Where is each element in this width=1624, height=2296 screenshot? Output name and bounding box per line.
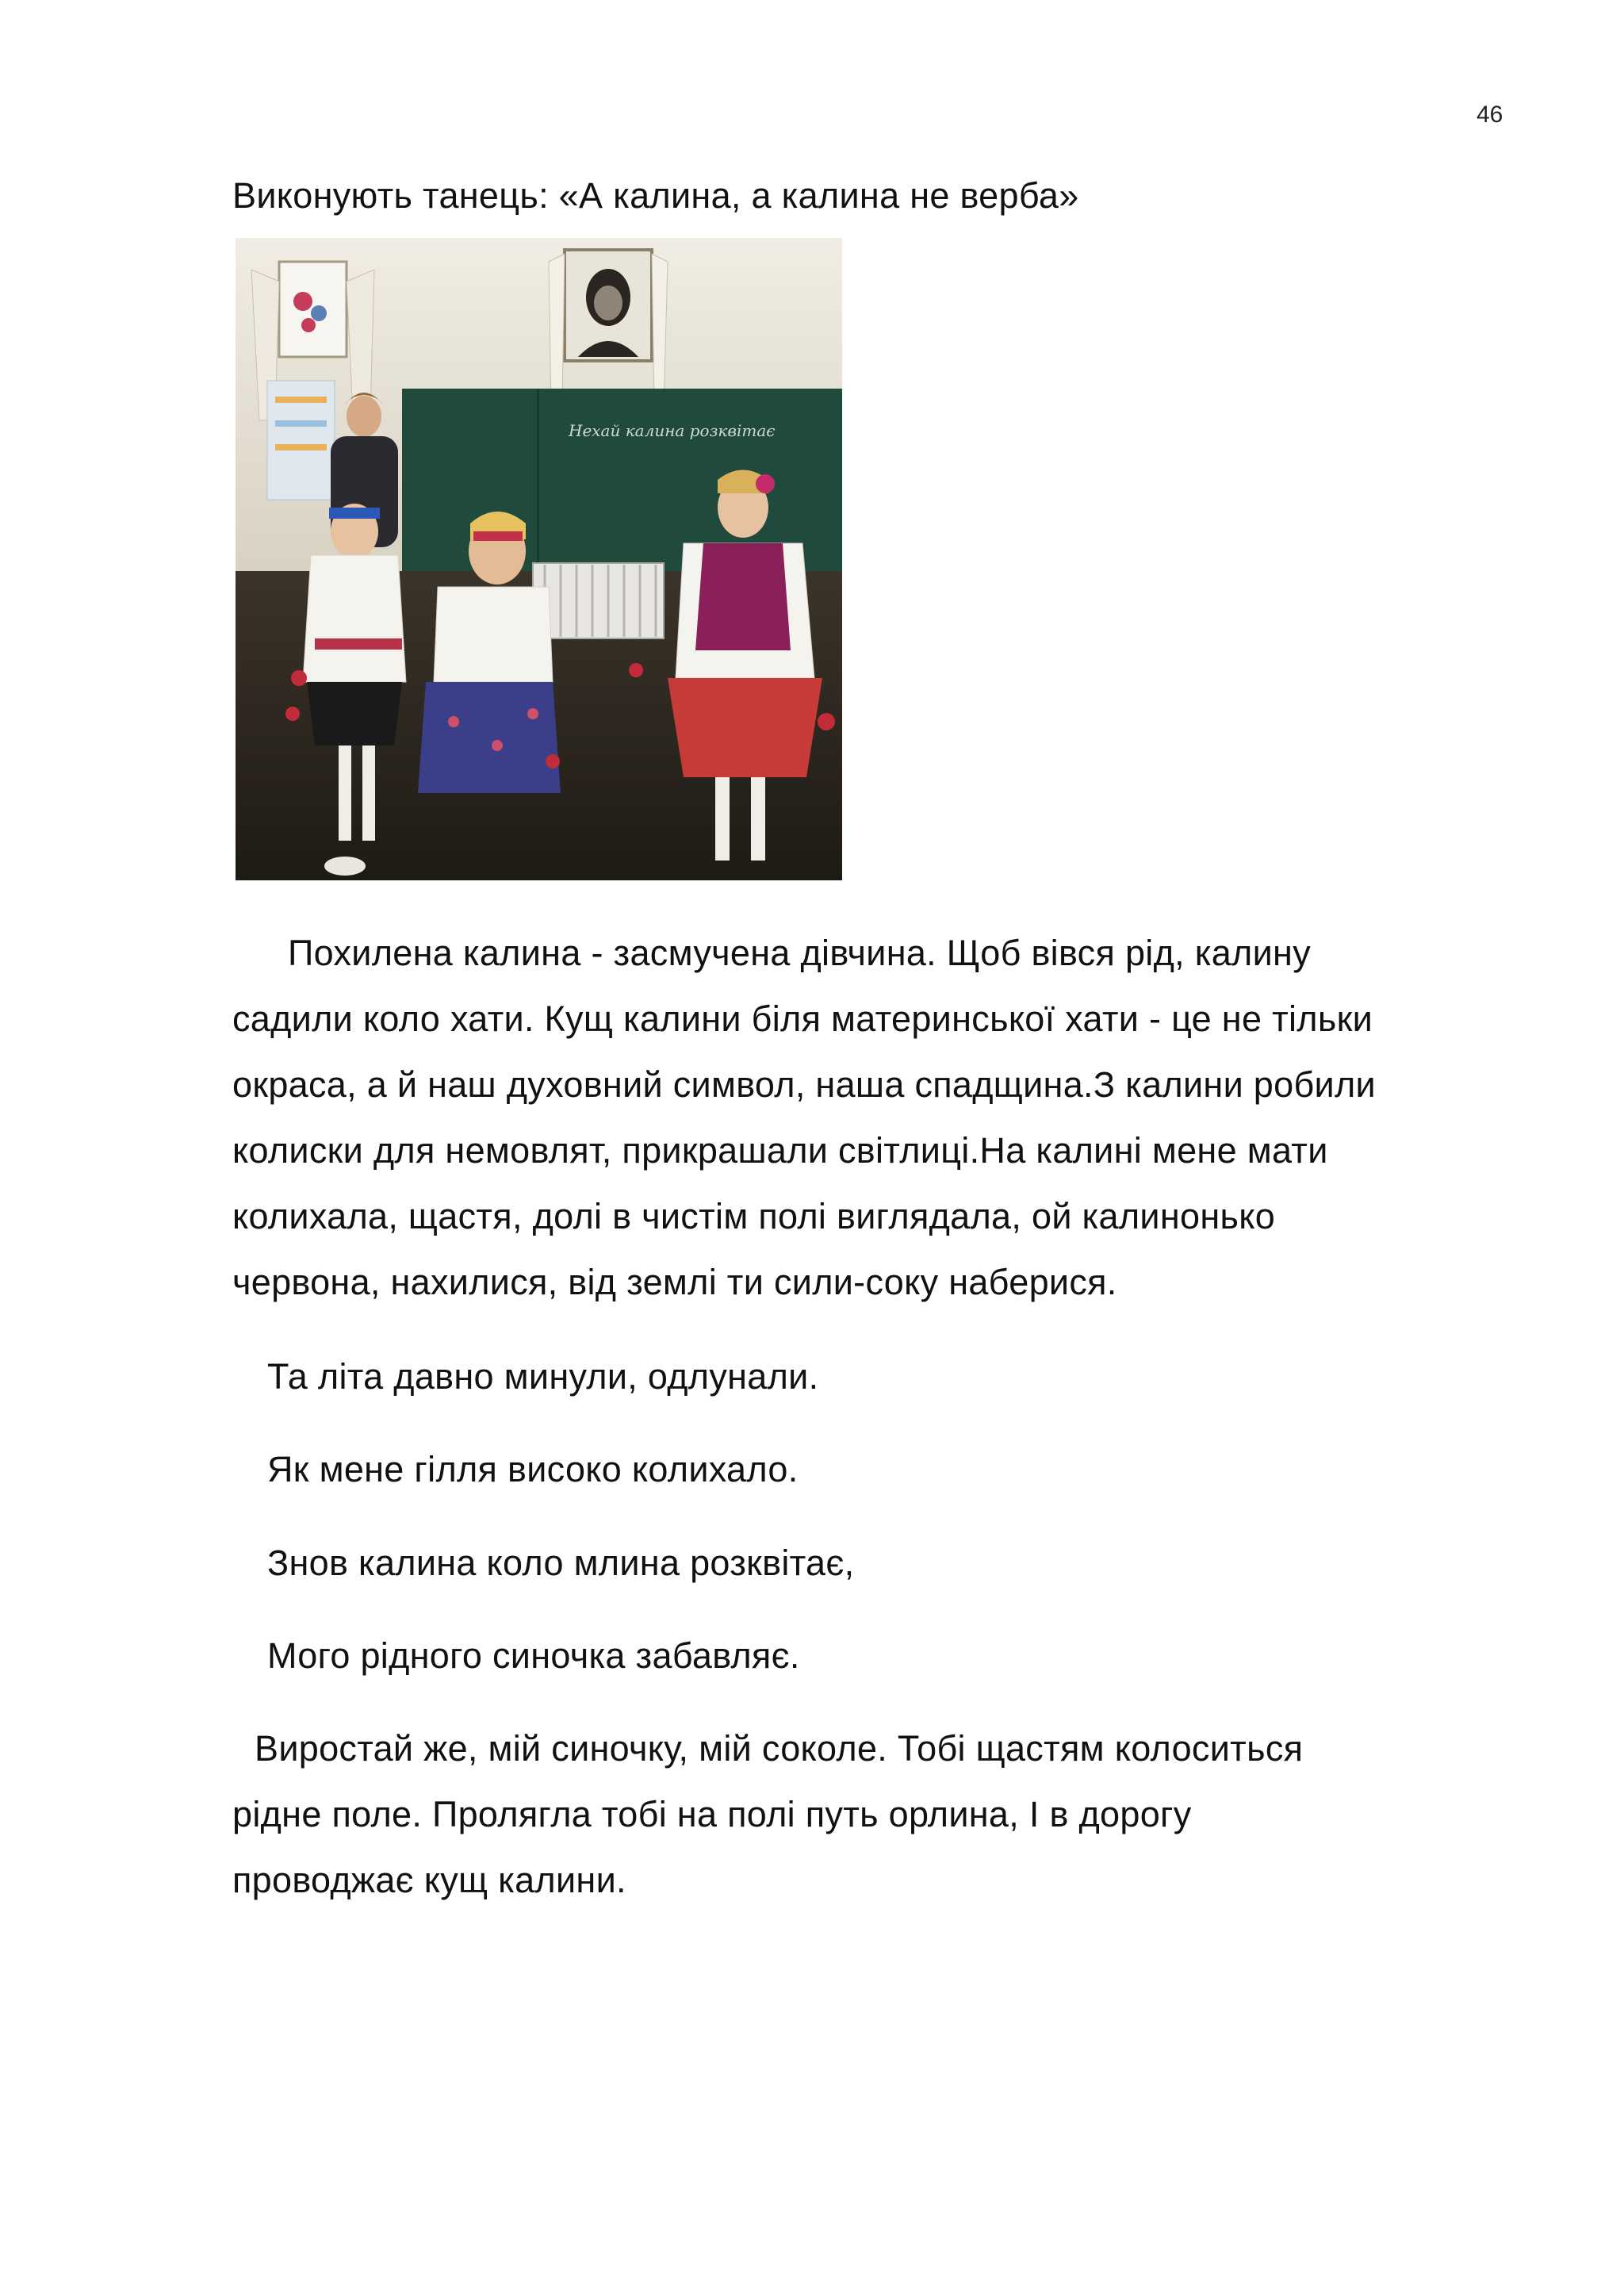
paragraph-1-line: окраса, а й наш духовний символ, наша спадщина.З калини робили [232,1064,1376,1105]
paragraph-2-line: рідне поле. Пролягла тобі на полі путь орлина, І в дорогу [232,1794,1192,1834]
paragraph-2-line: Виростай же, мій синочку, мій соколе. Тобі щастям колоситься [255,1728,1304,1769]
paragraph-1 [232,920,1501,1315]
verse-line-2: Як мене гілля високо колихало. [267,1449,799,1489]
paragraph-1-line: колихала, щастя, долі в чистім полі виглядала, ой калинонько [232,1196,1276,1236]
dance-photo [236,238,842,880]
photo-caption: Виконують танець: «А калина, а калина не верба» [232,175,1079,216]
paragraph-1-line: червона, нахилися, від землі ти сили-соку наберися. [232,1262,1117,1302]
verse-line-1: Та літа давно минули, одлунали. [267,1356,819,1397]
verse-line-3: Знов калина коло млина розквітає, [267,1543,855,1583]
paragraph-2 [232,1715,1501,1913]
page-number: 46 [1477,102,1503,128]
paragraph-1-line: садили коло хати. Кущ калини біля материнської хати - це не тільки [232,999,1373,1039]
paragraph-2-line: проводжає кущ калини. [232,1860,626,1900]
board-text: Нехай калина розквітає [569,421,776,440]
paragraph-1-line: колиски для немовлят, прикрашали світлиці.На калині мене мати [232,1130,1328,1171]
paragraph-1-line: Похилена калина - засмучена дівчина. Щоб вівся рід, калину [288,933,1311,973]
verse-line-4: Мого рідного синочка забавляє. [267,1635,800,1676]
